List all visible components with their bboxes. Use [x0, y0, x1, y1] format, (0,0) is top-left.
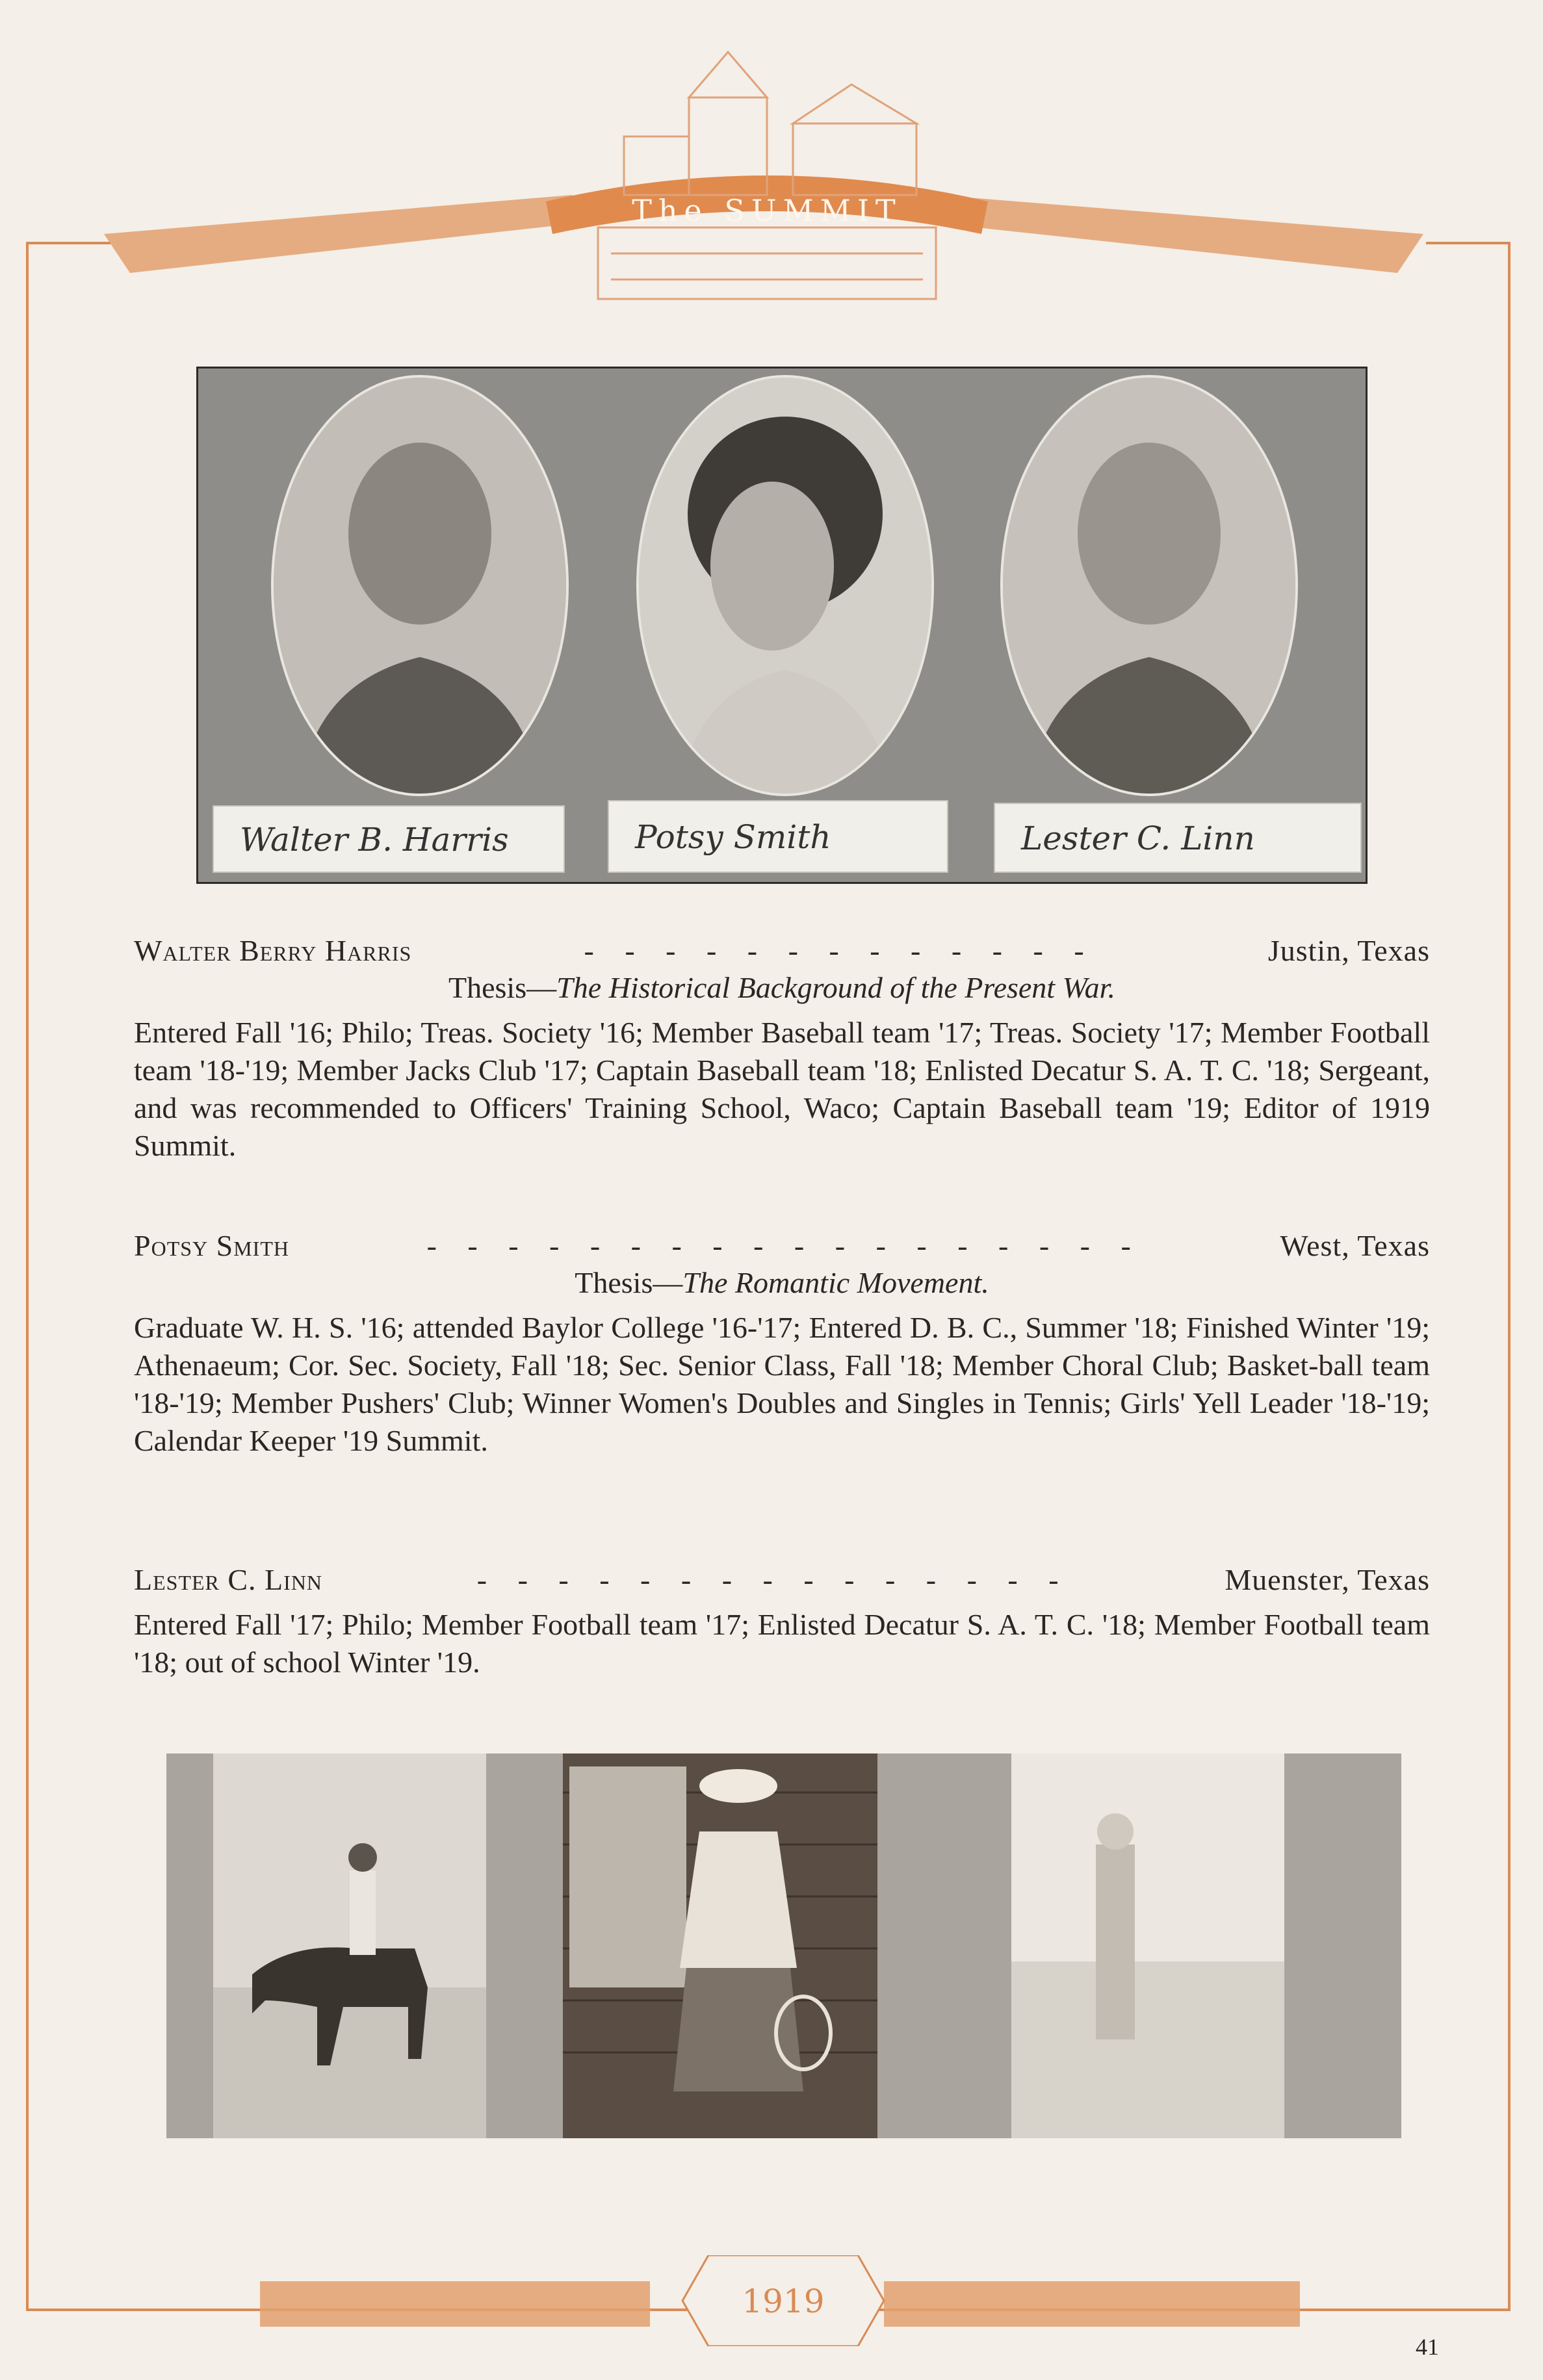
entry-harris: [134, 933, 1430, 1165]
snapshot-tennis: [563, 1753, 877, 2138]
thesis-line: [134, 1265, 1430, 1300]
thesis-title: The Historical Background of the Present War.: [556, 971, 1115, 1004]
student-name: Walter Berry Harris: [134, 934, 412, 967]
thesis-line: [134, 970, 1430, 1005]
student-record: Graduate W. H. S. '16; attended Baylor College '16-'17; Entered D. B. C., Summer '18; Finished Winter '19; Athenaeum; Cor. Sec. Society, Fall '18; Sec. Senior Class, Fall '18; Member Choral Club; Basket-ball team '18-'19; Member Pushers' Club; Winner Women's Doubles and Singles in Tennis; Girls' Yell Leader '18-'19; Calendar Keeper '19 Summit.: [134, 1311, 1430, 1457]
thesis-title: The Romantic Movement.: [682, 1266, 989, 1299]
portrait-linn: [1000, 375, 1298, 796]
frame-top-right: [1426, 242, 1511, 244]
signature-smith: Potsy Smith: [635, 818, 831, 856]
hometown: West, Texas: [1280, 1229, 1430, 1262]
landscape-icon: [1011, 1753, 1284, 2138]
person-icon: [1003, 378, 1295, 794]
tennis-player-icon: [563, 1753, 877, 2138]
leader-dashes: - - - - - - - - - - - - - - - - - -: [426, 1229, 1143, 1262]
signature-box-harris: [213, 805, 565, 873]
portrait-harris: [271, 375, 569, 796]
signature-harris: Walter B. Harris: [240, 821, 509, 859]
footer-emblem-text: 1919: [742, 2283, 825, 2320]
signature-linn: Lester C. Linn: [1021, 820, 1255, 857]
leader-dashes: - - - - - - - - - - - - -: [584, 934, 1096, 967]
frame-top-left: [26, 242, 110, 244]
entry-linn: [134, 1562, 1430, 1681]
entry-heading: [134, 1228, 1430, 1263]
hometown: Muenster, Texas: [1225, 1563, 1430, 1596]
snapshot-horse: [213, 1753, 486, 2138]
student-record: Entered Fall '16; Philo; Treas. Society '16; Member Baseball team '17; Treas. Society '17; Member Football team '18-'19; Member Jacks Club '17; Captain Baseball team '18; Enlisted Decatur S. A. T. C. '18; Sergeant, and was recommended to Officers' Training School, Waco; Captain Baseball team '19; Editor of 1919 Summit.: [134, 1016, 1430, 1162]
page-number: 41: [1416, 2334, 1439, 2360]
entry-smith: [134, 1228, 1430, 1460]
portrait-smith: [636, 375, 934, 796]
horse-rider-icon: [213, 1753, 486, 2138]
person-icon: [274, 378, 566, 794]
hometown: Justin, Texas: [1267, 934, 1430, 967]
signature-box-linn: [994, 803, 1362, 873]
person-icon: [639, 378, 931, 794]
student-name: Potsy Smith: [134, 1229, 289, 1262]
leader-dashes: - - - - - - - - - - - - - - -: [476, 1563, 1070, 1596]
footer-banner: [260, 2255, 1313, 2346]
thesis-label: Thesis—: [448, 971, 557, 1004]
header-banner: [104, 26, 1430, 312]
portrait-panel: [196, 367, 1368, 884]
banner-text: The SUMMIT: [632, 193, 902, 228]
student-record: Entered Fall '17; Philo; Member Football team '17; Enlisted Decatur S. A. T. C. '18; Member Football team '18; out of school Winter '19.: [134, 1608, 1430, 1679]
entry-heading: [134, 1562, 1430, 1597]
thesis-label: Thesis—: [575, 1266, 683, 1299]
snapshot-strip: [166, 1753, 1401, 2138]
frame-right: [1508, 242, 1511, 2310]
entry-heading: [134, 933, 1430, 968]
signature-box-smith: [608, 800, 948, 873]
student-name: Lester C. Linn: [134, 1563, 323, 1596]
frame-left: [26, 242, 29, 2310]
snapshot-field: [1011, 1753, 1284, 2138]
